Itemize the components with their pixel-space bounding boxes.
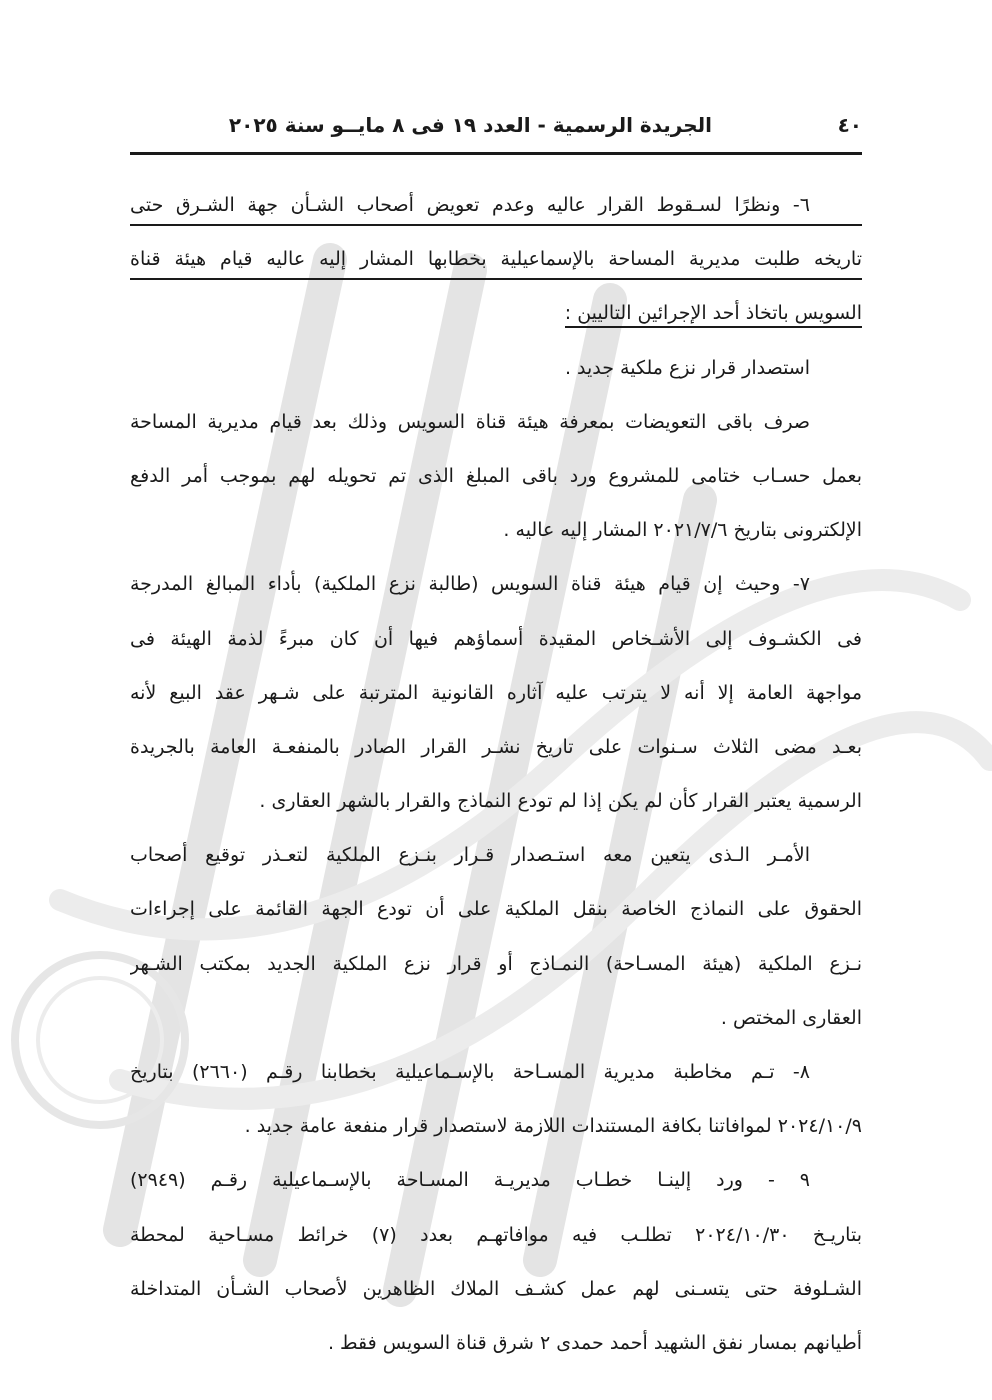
text-line: ٦- ونظرًا لسـقوط القرار عاليه وعدم تعويض أصحاب الشـأن جهة الشـرق حتى — [130, 178, 862, 232]
page-number: ٤٠ — [837, 113, 862, 137]
text-line: استصدار قرار نزع ملكية جديد . — [564, 356, 810, 379]
text-line: الشـلوفة حتى يتسـنى لهم عمل كشـف الملاك الظاهرين لأصحاب الشـأن المتداخلة — [130, 1277, 862, 1300]
text-line: بعمل حسـاب ختامى للمشروع ورد باقى المبلغ الذى تم تحويله لهم بموجب أمر الدفع — [130, 464, 862, 487]
text-line: ٩ - ورد إلينـا خطـاب مديريـة المسـاحة بالإسـماعيلية رقـم (٢٩٤٩) — [130, 1169, 810, 1192]
text-line: صرف باقى التعويضات بمعرفة هيئة قناة السويس وذلك بعد قيام مديرية المساحة — [130, 410, 810, 433]
text-line: فى الكشـوف إلى الأشـخاص المقيدة أسماؤهم فيها أن كان مبرءً لذمة الهيئة فى — [130, 627, 862, 650]
text-line: العقارى المختص . — [720, 1006, 862, 1029]
text-line: الحقوق على النماذج الخاصة بنقل الملكية على أن تودع الجهة القائمة على إجراءات — [130, 898, 862, 921]
text-line: الرسمية يعتبر القرار كأن لم يكن إذا لم تودع النماذج والقرار بالشهر العقارى . — [259, 790, 862, 813]
text-line: تاريخه طلبت مديرية المساحة بالإسماعيلية بخطابها المشار إليه عاليه قيام هيئة قناة — [130, 232, 862, 286]
text-line: الإلكترونى بتاريخ ٢٠٢١/٧/٦ المشار إليه عاليه . — [503, 519, 862, 542]
text-line: الأمـر الـذى يتعين معه استـصدار قـرار بنـزع الملكية لتعـذر توقيع أصحاب — [130, 844, 810, 867]
header-rule — [130, 152, 862, 155]
text-line: ٧- وحيث إن قيام هيئة قناة السويس (طالبة نزع الملكية) بأداء المبالغ المدرجة — [130, 573, 810, 596]
text-line — [130, 286, 862, 340]
text-line: ٨- تـم مخاطبة مديرية المسـاحة بالإسـماعيلية بخطابنا رقـم (٢٦٦٠) بتاريخ — [130, 1061, 810, 1083]
text-line: مواجهة العامة إلا أنه لا يترتب عليه آثاره القانونية المترتبة على شـهر عقد البيع لأنه — [130, 681, 862, 704]
text-line: أطيانهم بمسار نفق الشهيد أحمد حمدى ٢ شرق قناة السويس فقط . — [327, 1331, 862, 1354]
text-line: ٢٠٢٤/١٠/٩ لموافاتنا بكافة المستندات اللازمة لاستصدار قرار منفعة عامة جديد . — [244, 1115, 862, 1138]
page-header — [130, 113, 862, 153]
text-line: بتاريـخ ٢٠٢٤/١٠/٣٠ تطلـب فيه موافاتهـم بعدد (٧) خرائط مسـاحية لمحطة — [130, 1223, 862, 1246]
text-line: نـزع الملكية (هيئة المسـاحة) النمـاذج أو قرار نزع الملكية الجديد بمكتب الشـهر — [130, 952, 862, 975]
text-line: بعـد مضى الثلاث سـنوات على تاريخ نشـر القرار الصادر بالمنفعـة العامة بالجريدة — [130, 735, 862, 758]
underlined-text: السويس باتخاذ أحد الإجرائين التاليين : — [565, 302, 862, 328]
running-title: الجريدة الرسمية - العدد ١٩ فى ٨ مايــو سنة ٢٠٢٥ — [228, 113, 712, 137]
document-body — [130, 178, 862, 1370]
